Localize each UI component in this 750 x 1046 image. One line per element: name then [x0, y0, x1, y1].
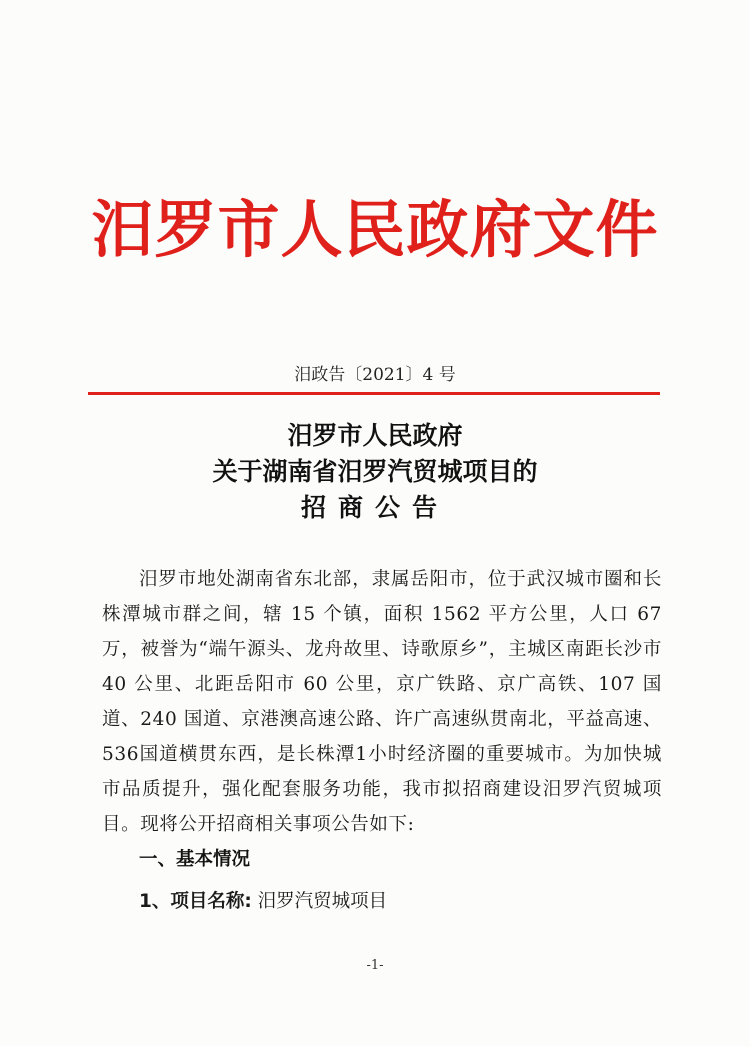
document-number: 汨政告〔2021〕4 号	[294, 365, 456, 385]
red-divider-line	[88, 392, 660, 395]
project-name-value: 汨罗汽贸城项目	[257, 891, 388, 912]
notice-title	[0, 418, 750, 526]
page-number: -1-	[366, 958, 384, 973]
intro-paragraph: 汨罗市地处湖南省东北部，隶属岳阳市，位于武汉城市圈和长株潭城市群之间，辖 15 个镇，面积 1562 平方公里，人口 67 万，被誉为“端午源头、龙舟故里、诗歌原乡”，主城区南距长沙市 40 公里、北距岳阳市 60 公里，京广铁路、京广高铁、107 国道、240 国道、京港澳高速公路、许广高速纵贯南北，平益高速、536国道横贯东西，是长株潭1小时经济圈的重要城市。为加快城市品质提升，强化配套服务功能，我市拟招商建设汨罗汽贸城项目。现将公开招商相关事项公告如下:	[102, 569, 662, 835]
document-header-title: 汨罗市人民政府文件	[91, 193, 659, 266]
notice-title-line-1: 汨罗市人民政府	[287, 421, 463, 450]
notice-title-line-2: 关于湖南省汨罗汽贸城项目的	[212, 457, 538, 486]
project-name-line	[139, 884, 387, 919]
section-heading-basic-info: 一、基本情况	[139, 849, 251, 870]
notice-title-line-3: 招商公告	[300, 493, 449, 522]
project-name-label: 1、项目名称:	[139, 891, 252, 912]
